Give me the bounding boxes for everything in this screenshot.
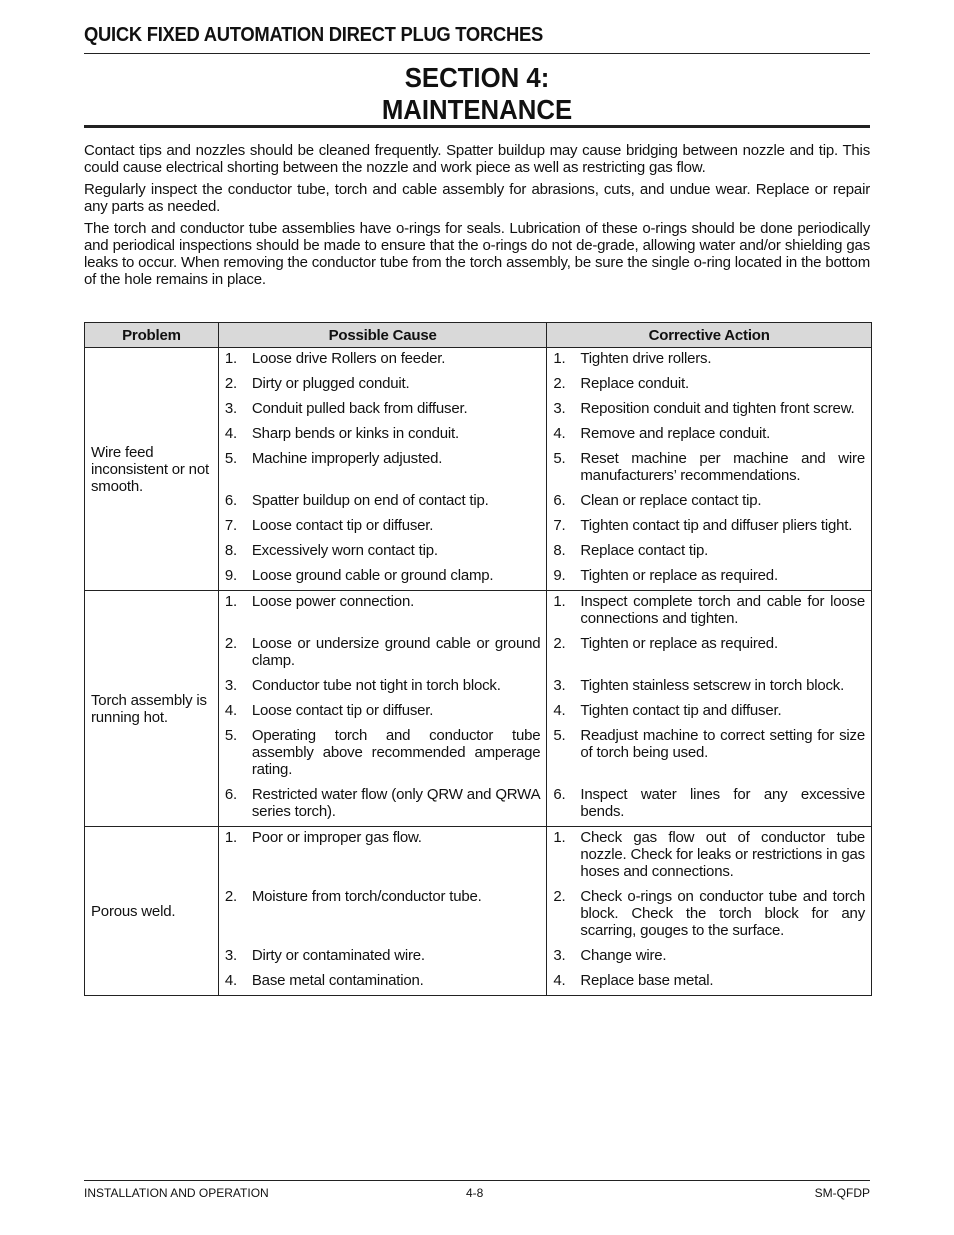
item-number: 5. <box>224 727 237 744</box>
cause-cell <box>218 725 547 784</box>
item-number: 8. <box>553 542 566 559</box>
action-text: Tighten drive rollers. <box>580 350 712 367</box>
action-text: Readjust machine to correct setting for size of torch being used. <box>580 727 865 761</box>
action-cell <box>547 515 872 540</box>
cause-cell <box>218 945 547 970</box>
cause-text: Loose drive Rollers on feeder. <box>251 350 446 367</box>
cause-cell <box>218 398 547 423</box>
action-cell <box>547 591 872 634</box>
action-cell <box>547 448 872 490</box>
cause-text: Conduit pulled back from diffuser. <box>251 400 468 417</box>
action-text: Tighten stainless setscrew in torch block. <box>580 677 845 694</box>
item-number: 3. <box>224 677 237 694</box>
cause-cell <box>218 515 547 540</box>
action-cell <box>547 700 872 725</box>
cause-text: Loose contact tip or diffuser. <box>251 517 434 534</box>
problem-cell: Wire feed inconsistent or not smooth. <box>85 348 219 591</box>
item-number: 2. <box>224 635 237 652</box>
item-number: 3. <box>224 947 237 964</box>
item-number: 2. <box>224 375 237 392</box>
action-cell <box>547 373 872 398</box>
item-number: 4. <box>553 702 566 719</box>
action-text: Replace contact tip. <box>580 542 709 559</box>
action-text: Replace conduit. <box>580 375 689 392</box>
action-text: Tighten or replace as required. <box>580 567 778 584</box>
table-header-row <box>85 323 872 348</box>
cause-cell <box>218 886 547 945</box>
action-cell <box>547 540 872 565</box>
item-number: 6. <box>553 786 566 803</box>
intro-paragraph: Contact tips and nozzles should be cleaned frequently. Spatter buildup may cause bridging between nozzle and tip. This could cause electrical shorting between the nozzle and work piece as well as restricting gas flow. <box>84 142 870 176</box>
footer-left: INSTALLATION AND OPERATION <box>84 1186 269 1200</box>
section-title <box>115 62 838 126</box>
table-row <box>85 591 872 634</box>
cause-cell <box>218 348 547 374</box>
action-cell <box>547 886 872 945</box>
action-cell <box>547 675 872 700</box>
item-number: 4. <box>224 972 237 989</box>
cause-cell <box>218 675 547 700</box>
intro-text <box>84 142 870 293</box>
cause-cell <box>218 423 547 448</box>
cause-cell <box>218 448 547 490</box>
cause-cell <box>218 827 547 887</box>
action-text: Remove and replace conduit. <box>580 425 771 442</box>
item-number: 6. <box>224 786 237 803</box>
item-number: 5. <box>553 727 566 744</box>
cause-text: Operating torch and conductor tube assembly above recommended amperage rating. <box>251 727 541 778</box>
item-number: 1. <box>553 350 566 367</box>
cause-cell <box>218 540 547 565</box>
action-text: Change wire. <box>580 947 667 964</box>
cause-cell <box>218 373 547 398</box>
cause-text: Conductor tube not tight in torch block. <box>251 677 501 694</box>
action-text: Inspect water lines for any excessive bends. <box>580 786 865 820</box>
table-row <box>85 348 872 374</box>
action-cell <box>547 725 872 784</box>
action-cell <box>547 423 872 448</box>
table-row <box>85 827 872 887</box>
action-text: Check o-rings on conductor tube and torch block. Check the torch block for any scarring, gouges to the surface. <box>580 888 865 939</box>
cause-text: Dirty or contaminated wire. <box>251 947 425 964</box>
item-number: 1. <box>224 593 237 610</box>
cause-text: Loose or undersize ground cable or ground clamp. <box>251 635 541 669</box>
action-text: Tighten or replace as required. <box>580 635 778 652</box>
item-number: 1. <box>224 829 237 846</box>
item-number: 8. <box>224 542 237 559</box>
cause-cell <box>218 700 547 725</box>
cause-text: Loose ground cable or ground clamp. <box>251 567 494 584</box>
item-number: 4. <box>553 972 566 989</box>
item-number: 9. <box>553 567 566 584</box>
action-cell <box>547 970 872 996</box>
action-cell <box>547 827 872 887</box>
cause-text: Moisture from torch/conductor tube. <box>251 888 482 905</box>
action-text: Inspect complete torch and cable for loose connections and tighten. <box>580 593 865 627</box>
section-number: SECTION 4: <box>404 62 550 93</box>
section-name: MAINTENANCE <box>381 94 573 125</box>
item-number: 7. <box>224 517 237 534</box>
action-cell <box>547 784 872 827</box>
item-number: 7. <box>553 517 566 534</box>
item-number: 1. <box>553 829 566 846</box>
item-number: 9. <box>224 567 237 584</box>
item-number: 2. <box>553 375 566 392</box>
item-number: 1. <box>553 593 566 610</box>
item-number: 6. <box>224 492 237 509</box>
action-text: Tighten contact tip and diffuser pliers tight. <box>580 517 853 534</box>
action-text: Replace base metal. <box>580 972 714 989</box>
action-cell <box>547 398 872 423</box>
item-number: 4. <box>224 702 237 719</box>
item-number: 2. <box>553 888 566 905</box>
section-rule <box>84 125 870 128</box>
cause-cell <box>218 490 547 515</box>
item-number: 2. <box>224 888 237 905</box>
column-header-problem: Problem <box>85 323 219 348</box>
action-text: Reset machine per machine and wire manufacturers’ recommendations. <box>580 450 865 484</box>
column-header-cause: Possible Cause <box>218 323 547 348</box>
item-number: 2. <box>553 635 566 652</box>
item-number: 5. <box>553 450 566 467</box>
cause-cell <box>218 591 547 634</box>
troubleshooting-table <box>84 322 872 996</box>
item-number: 3. <box>553 677 566 694</box>
page-number: 4-8 <box>466 1186 484 1200</box>
item-number: 3. <box>553 947 566 964</box>
cause-text: Sharp bends or kinks in conduit. <box>251 425 459 442</box>
cause-cell <box>218 565 547 591</box>
item-number: 4. <box>553 425 566 442</box>
intro-paragraph: Regularly inspect the conductor tube, torch and cable assembly for abrasions, cuts, and undue wear. Replace or repair any parts as needed. <box>84 181 870 215</box>
action-cell <box>547 945 872 970</box>
item-number: 3. <box>553 400 566 417</box>
cause-text: Excessively worn contact tip. <box>251 542 438 559</box>
cause-text: Poor or improper gas flow. <box>251 829 422 846</box>
action-cell <box>547 348 872 374</box>
cause-text: Dirty or plugged conduit. <box>251 375 410 392</box>
item-number: 5. <box>224 450 237 467</box>
document-header: QUICK FIXED AUTOMATION DIRECT PLUG TORCHES <box>84 24 543 46</box>
footer-right: SM-QFDP <box>814 1186 870 1200</box>
item-number: 6. <box>553 492 566 509</box>
problem-cell: Porous weld. <box>85 827 219 996</box>
item-number: 1. <box>224 350 237 367</box>
action-text: Clean or replace contact tip. <box>580 492 762 509</box>
cause-cell <box>218 633 547 675</box>
item-number: 4. <box>224 425 237 442</box>
cause-text: Restricted water flow (only QRW and QRWA series torch). <box>251 786 541 820</box>
action-text: Tighten contact tip and diffuser. <box>580 702 782 719</box>
header-rule <box>84 53 870 54</box>
footer-rule <box>84 1180 870 1181</box>
cause-cell <box>218 970 547 996</box>
cause-cell <box>218 784 547 827</box>
cause-text: Loose power connection. <box>251 593 415 610</box>
cause-text: Spatter buildup on end of contact tip. <box>251 492 489 509</box>
problem-cell: Torch assembly is running hot. <box>85 591 219 827</box>
action-cell <box>547 490 872 515</box>
action-cell <box>547 633 872 675</box>
action-text: Reposition conduit and tighten front screw. <box>580 400 855 417</box>
intro-paragraph: The torch and conductor tube assemblies have o-rings for seals. Lubrication of these o-rings should be done periodically and periodical inspections should be made to ensure that the o-rings do not de-grade, allowing water and/or shielding gas leaks to occur. When removing the conductor tube from the torch assembly, be sure the single o-ring located in the bottom of the hole remains in place. <box>84 220 870 288</box>
action-text: Check gas flow out of conductor tube nozzle. Check for leaks or restrictions in gas hoses and connections. <box>580 829 865 880</box>
cause-text: Base metal contamination. <box>251 972 424 989</box>
item-number: 3. <box>224 400 237 417</box>
column-header-action: Corrective Action <box>547 323 872 348</box>
action-cell <box>547 565 872 591</box>
cause-text: Loose contact tip or diffuser. <box>251 702 434 719</box>
cause-text: Machine improperly adjusted. <box>251 450 443 467</box>
